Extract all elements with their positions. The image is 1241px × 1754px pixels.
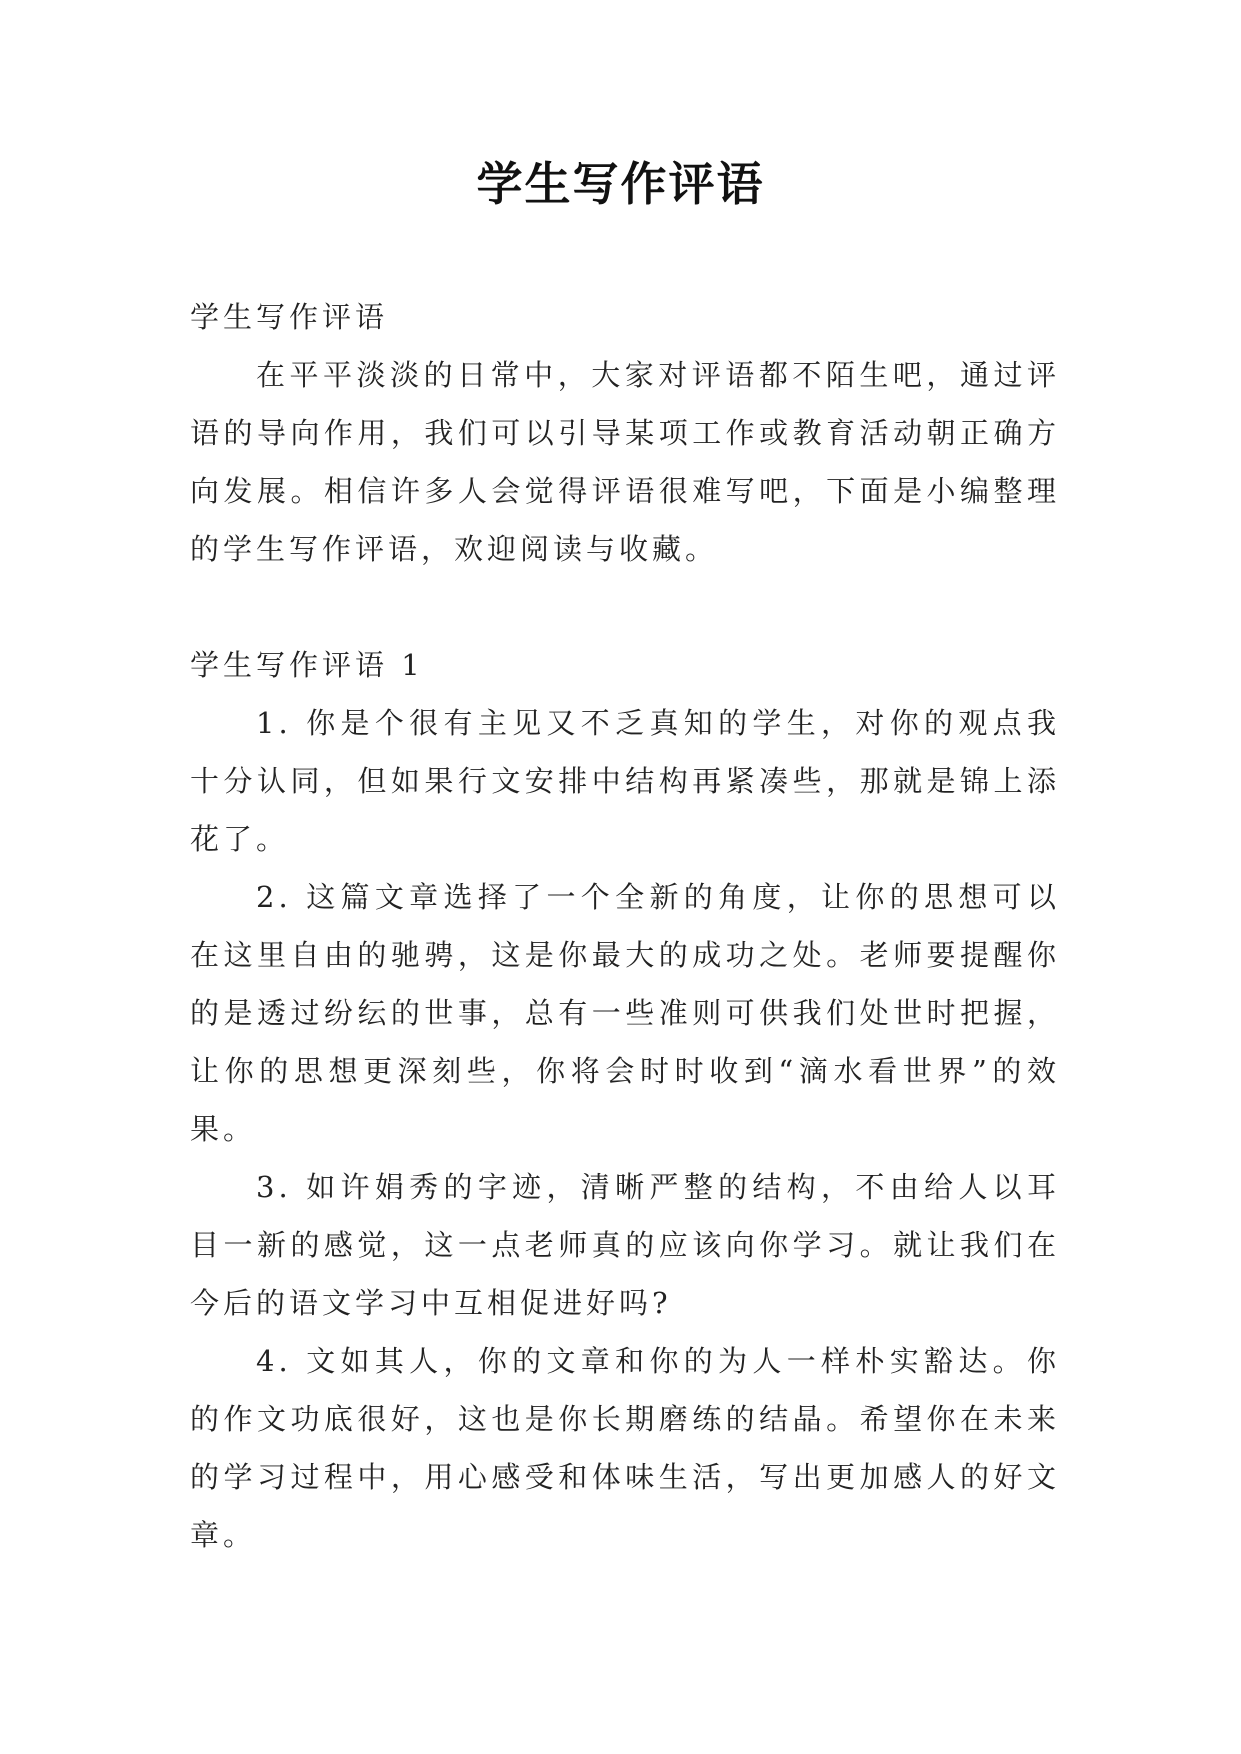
comment-item-4: 4. 文如其人，你的文章和你的为人一样朴实豁达。你的作文功底很好，这也是你长期磨练的结晶。希望你在未来的学习过程中，用心感受和体味生活，写出更加感人的好文章。 <box>190 1344 1060 1552</box>
document-title: 学生写作评语 <box>476 157 765 211</box>
section-spacer <box>190 578 1060 636</box>
comment-item-1: 1. 你是个很有主见又不乏真知的学生，对你的观点我十分认同，但如果行文安排中结构再紧凑些，那就是锦上添花了。 <box>190 706 1060 856</box>
intro-heading: 学生写作评语 <box>190 300 389 334</box>
intro-paragraph: 在平平淡淡的日常中，大家对评语都不陌生吧，通过评语的导向作用，我们可以引导某项工作或教育活动朝正确方向发展。相信许多人会觉得评语很难写吧，下面是小编整理的学生写作评语，欢迎阅读与收藏。 <box>190 358 1060 566</box>
comment-item-3: 3. 如许娟秀的字迹，清晰严整的结构，不由给人以耳目一新的感觉，这一点老师真的应该向你学习。就让我们在今后的语文学习中互相促进好吗? <box>190 1170 1060 1320</box>
document-body <box>190 288 1060 1564</box>
section-heading: 学生写作评语 1 <box>190 648 424 682</box>
comment-item-2: 2. 这篇文章选择了一个全新的角度，让你的思想可以在这里自由的驰骋，这是你最大的成功之处。老师要提醒你的是透过纷纭的世事，总有一些准则可供我们处世时把握，让你的思想更深刻些，你将会时时收到“滴水看世界”的效果。 <box>190 880 1060 1146</box>
